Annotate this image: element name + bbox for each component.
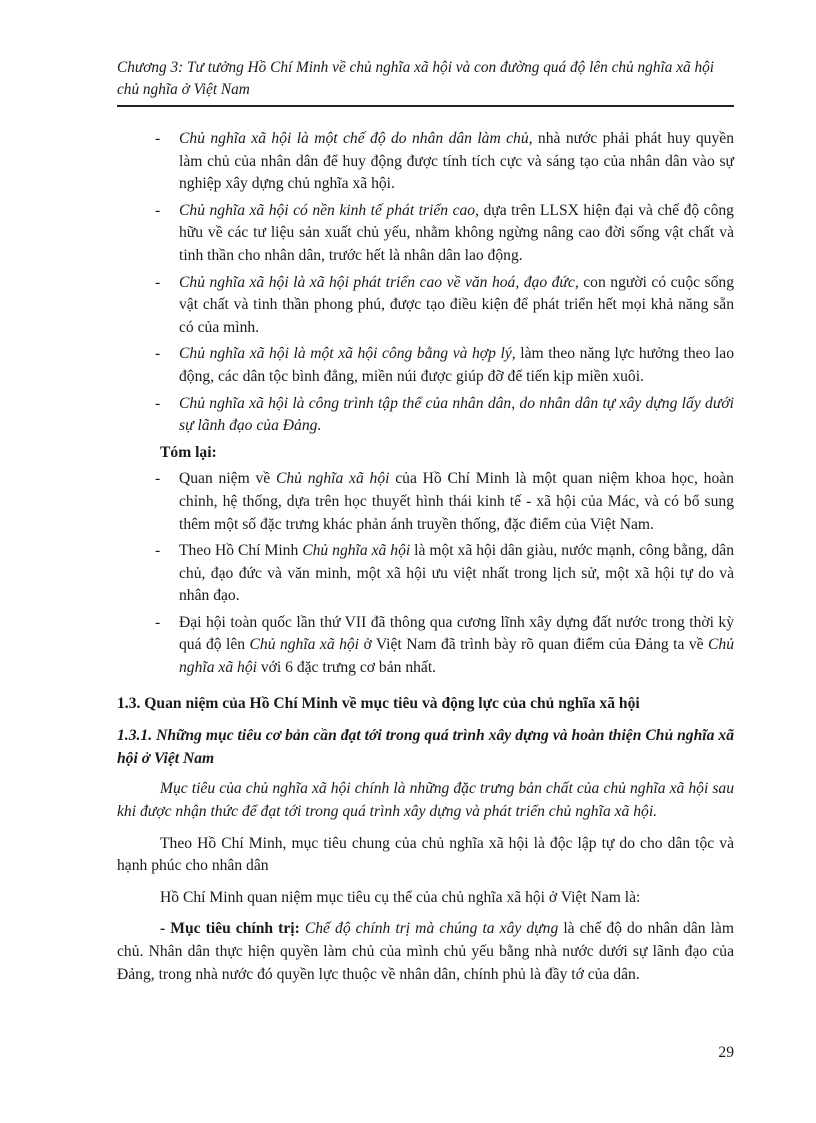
bullet-dash: -	[155, 394, 161, 412]
text-run: với 6 đặc trưng cơ bản nhất.	[256, 659, 437, 677]
bullet-rest: làm theo năng lực hưởng theo lao động, các dân tộc bình đẳng, miền núi được giúp đỡ để tiến kịp miền xuôi.	[179, 345, 734, 385]
text-run: là một xã hội dân giàu, nước mạnh, công bằng, dân chủ, đạo đức và văn minh, một xã hội ưu việt nhất trong lịch sử, một xã hội tự do và nhân đạo.	[179, 542, 735, 605]
summary-bullet	[117, 468, 734, 536]
paragraph-general-goal: Theo Hồ Chí Minh, mục tiêu chung của chủ nghĩa xã hội là độc lập tự do cho dân tộc và hạnh phúc cho nhân dân	[117, 834, 734, 875]
page-body	[117, 128, 734, 995]
bullet-text	[179, 343, 734, 388]
bullet-emphasis: Chủ nghĩa xã hội là xã hội phát triển cao về văn hoá, đạo đức,	[179, 273, 579, 291]
political-goal-text: là chế độ do nhân dân làm chủ. Nhân dân thực hiện quyền làm chủ của mình chủ yếu bằng nhà nước dưới sự lãnh đạo của Đảng, trong nhà nước đó quyền lực thuộc về nhân dân, chính phủ là đầy tớ của dân.	[117, 920, 734, 983]
bullet-text	[179, 612, 734, 680]
bullet-text	[179, 393, 734, 438]
paragraph-definition: Mục tiêu của chủ nghĩa xã hội chính là những đặc trưng bản chất của chủ nghĩa xã hội sau khi được nhận thức để đạt tới trong quá trình xây dựng và phát triển chủ nghĩa xã hội.	[117, 780, 734, 821]
summary-label: Tóm lại:	[160, 443, 217, 461]
text-run: Quan niệm về	[179, 470, 276, 488]
bullet-item	[117, 343, 734, 388]
summary-bullet	[117, 540, 734, 608]
paragraph-political-goal	[117, 918, 734, 986]
bullet-dash: -	[155, 613, 161, 631]
bullet-item	[117, 200, 734, 268]
political-goal-emphasis: Chế độ chính trị mà chúng ta xây dựng	[304, 920, 559, 938]
emphasis-run: Chủ nghĩa xã hội	[179, 636, 734, 677]
bullet-dash: -	[155, 273, 161, 291]
running-header	[117, 57, 734, 100]
bullet-dash: -	[155, 470, 161, 488]
bullet-rest: con người có cuộc sống vật chất và tinh thần phong phú, được tạo điều kiện để phát triển hết mọi khả năng sẵn có của mình.	[179, 273, 735, 336]
header-divider	[117, 105, 734, 107]
emphasis-run: Chủ nghĩa xã hội	[302, 542, 411, 560]
bullet-emphasis: Chủ nghĩa xã hội có nền kinh tế phát triển cao,	[179, 201, 479, 219]
bullet-text	[179, 468, 734, 536]
bullet-dash: -	[155, 201, 161, 219]
paragraph-specific-goal: Hồ Chí Minh quan niệm mục tiêu cụ thể của chủ nghĩa xã hội ở Việt Nam là:	[160, 888, 641, 906]
page-number: 29	[718, 1044, 734, 1061]
bullet-emphasis: Chủ nghĩa xã hội là một xã hội công bằng và hợp lý,	[179, 345, 516, 363]
bullet-rest: nhà nước phải phát huy quyền làm chủ của nhân dân để huy động được tính tích cực và sáng tạo của nhân dân vào sự nghiệp xây dựng chủ nghĩa xã hội.	[179, 130, 734, 193]
bullet-text	[179, 128, 734, 196]
summary-bullet	[117, 612, 734, 680]
bullet-item	[117, 272, 734, 340]
emphasis-run: Chủ nghĩa xã hội	[275, 470, 390, 488]
text-run: của Hồ Chí Minh là một quan niệm khoa học, hoàn chỉnh, hệ thống, dựa trên học thuyết hình thái kinh tế - xã hội của Mác, và có bổ sung thêm một số đặc trưng khác phản ánh truyền thống, đặc điểm của Việt Nam.	[179, 470, 734, 533]
text-run: Đại hội toàn quốc lần thứ VII đã thông qua cương lĩnh xây dựng đất nước trong thời kỳ quá độ lên	[179, 613, 734, 654]
political-goal-label: - Mục tiêu chính trị:	[160, 920, 300, 938]
bullet-item	[117, 128, 734, 196]
bullet-text	[179, 200, 734, 268]
chapter-title: Chương 3: Tư tưởng Hồ Chí Minh về chủ nghĩa xã hội và con đường quá độ lên chủ nghĩa xã hội chủ nghĩa ở Việt Nam	[117, 59, 715, 98]
bullet-emphasis: Chủ nghĩa xã hội là một chế độ do nhân dân làm chủ,	[179, 130, 533, 147]
bullet-rest: dựa trên LLSX hiện đại và chế độ công hữu về các tư liệu sản xuất chủ yếu, nhằm không ngừng nâng cao đời sống vật chất và tinh thần cho nhân dân, trước hết là nhân dân lao động.	[179, 201, 734, 264]
section-heading-1-3: 1.3. Quan niệm của Hồ Chí Minh về mục tiêu và động lực của chủ nghĩa xã hội	[117, 694, 640, 712]
bullet-item	[117, 393, 734, 438]
subsection-heading-1-3-1: 1.3.1. Những mục tiêu cơ bản cần đạt tới trong quá trình xây dựng và hoàn thiện Chủ nghĩa xã hội ở Việt Nam	[117, 727, 734, 767]
text-run: ở Việt Nam đã trình bày rõ quan điểm của Đảng ta về	[359, 636, 708, 654]
emphasis-run: Chủ nghĩa xã hội	[249, 636, 359, 654]
bullet-text	[179, 272, 734, 340]
bullet-text	[179, 540, 734, 608]
bullet-dash: -	[155, 542, 161, 560]
bullet-emphasis: Chủ nghĩa xã hội là công trình tập thể của nhân dân, do nhân dân tự xây dựng lấy dưới sự lãnh đạo của Đảng.	[179, 394, 734, 435]
text-run: Theo Hồ Chí Minh	[179, 542, 303, 560]
bullet-dash: -	[155, 130, 161, 147]
bullet-dash: -	[155, 345, 161, 363]
